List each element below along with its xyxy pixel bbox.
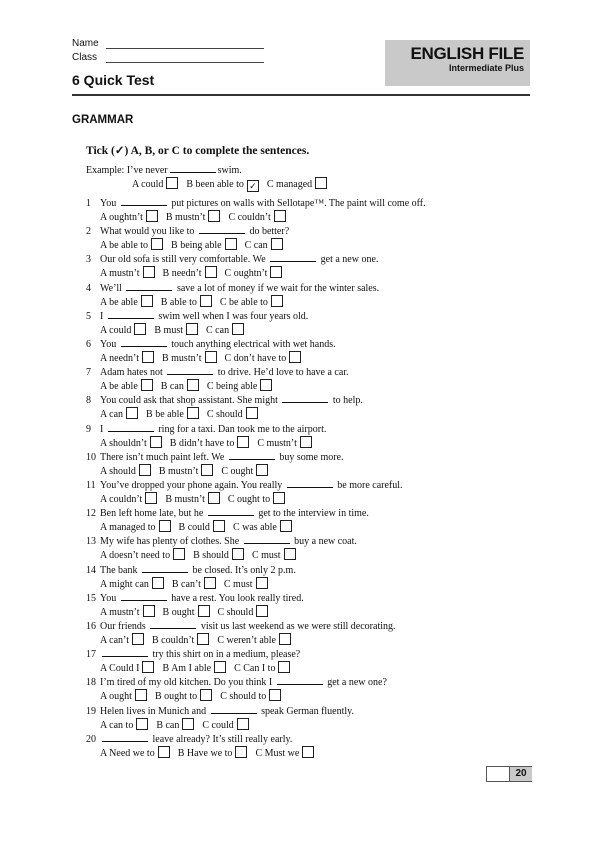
question bbox=[86, 393, 363, 407]
option-checkbox[interactable] bbox=[186, 323, 198, 335]
option-checkbox[interactable] bbox=[197, 633, 209, 645]
question bbox=[86, 365, 349, 379]
question-text: speak German fluently. bbox=[258, 705, 355, 717]
option-label: B needn’t bbox=[162, 268, 202, 280]
question-options bbox=[100, 238, 291, 252]
question-text: to drive. He’d love to have a car. bbox=[215, 367, 349, 379]
question-text: My wife has plenty of clothes. She bbox=[100, 536, 240, 548]
question-options bbox=[100, 210, 294, 224]
option-checkbox[interactable] bbox=[237, 718, 249, 730]
answer-blank bbox=[121, 337, 167, 347]
question-number: 15 bbox=[86, 592, 96, 604]
question bbox=[86, 704, 354, 718]
answer-blank bbox=[108, 422, 154, 432]
option-label: A can bbox=[100, 409, 124, 421]
question-text: visit us last weekend as we were still decorating. bbox=[198, 621, 396, 632]
logo bbox=[385, 40, 530, 86]
option-label: C can bbox=[206, 324, 230, 336]
option-label: B must bbox=[154, 324, 184, 336]
example-options bbox=[132, 177, 335, 192]
name-field[interactable] bbox=[106, 48, 264, 49]
option-label: B mustn’t bbox=[158, 465, 199, 477]
question bbox=[86, 337, 336, 351]
question-options bbox=[100, 718, 257, 732]
option-checkbox[interactable] bbox=[213, 520, 225, 532]
option-label: B Have we to bbox=[177, 747, 233, 759]
question-text: You bbox=[100, 198, 117, 209]
option-checkbox[interactable] bbox=[146, 210, 158, 222]
question-text: Example: I’ve never bbox=[86, 165, 168, 176]
question-options bbox=[100, 633, 299, 647]
option-checkbox[interactable] bbox=[158, 746, 170, 758]
option-label: A doesn’t need to bbox=[100, 550, 171, 562]
option-checkbox[interactable] bbox=[134, 323, 146, 335]
question-number: 18 bbox=[86, 677, 96, 689]
question-options bbox=[100, 577, 276, 591]
option-label: A mustn’t bbox=[100, 606, 140, 618]
question-text: ring for a taxi. Dan took me to the airport. bbox=[155, 423, 327, 435]
option-checkbox[interactable] bbox=[204, 577, 216, 589]
option-checkbox[interactable] bbox=[256, 464, 268, 476]
option-label: C Must we bbox=[255, 747, 300, 759]
option-checkbox[interactable] bbox=[315, 177, 327, 189]
option-checkbox[interactable] bbox=[142, 351, 154, 363]
question-number: 4 bbox=[86, 282, 91, 294]
question-number: 10 bbox=[86, 451, 96, 463]
option-checkbox[interactable] bbox=[159, 520, 171, 532]
option-checkbox[interactable] bbox=[256, 605, 268, 617]
question-text: buy a new coat. bbox=[291, 536, 357, 548]
question-options bbox=[100, 464, 276, 478]
answer-blank bbox=[270, 252, 316, 262]
option-label: B mustn’t bbox=[161, 353, 202, 364]
option-label: A might can bbox=[100, 578, 149, 590]
option-checkbox[interactable] bbox=[235, 746, 247, 758]
answer-blank bbox=[167, 365, 213, 375]
option-checkbox[interactable] bbox=[271, 238, 283, 250]
option-label: C was able bbox=[232, 522, 277, 534]
option-label: A mustn’t bbox=[100, 268, 140, 280]
question bbox=[86, 563, 296, 577]
answer-blank bbox=[287, 478, 333, 488]
question-text: You could ask that shop assistant. She might bbox=[100, 395, 278, 407]
question-options bbox=[100, 548, 304, 562]
option-label: C being able bbox=[206, 381, 258, 393]
question bbox=[86, 675, 387, 689]
question-options bbox=[100, 351, 309, 365]
answer-blank bbox=[244, 534, 290, 544]
logo-sub: Intermediate Plus bbox=[448, 63, 524, 73]
question-text: Our friends bbox=[100, 621, 146, 632]
answer-blank bbox=[199, 224, 245, 234]
question-options bbox=[100, 689, 289, 703]
question bbox=[86, 732, 292, 746]
option-label: A can to bbox=[100, 719, 134, 731]
option-label: C should bbox=[217, 606, 254, 618]
option-checkbox[interactable] bbox=[260, 379, 272, 391]
question-options bbox=[100, 746, 322, 760]
option-checkbox[interactable] bbox=[232, 548, 244, 560]
option-checkbox[interactable] bbox=[200, 689, 212, 701]
question-text: be closed. It’s only 2 p.m. bbox=[190, 564, 296, 576]
option-label: B didn’t have to bbox=[169, 437, 235, 449]
option-checkbox[interactable] bbox=[198, 605, 210, 617]
question-options bbox=[100, 266, 290, 280]
option-checkbox[interactable] bbox=[200, 295, 212, 307]
option-label: C oughtn’t bbox=[224, 268, 268, 280]
question-number: 20 bbox=[86, 733, 96, 745]
option-label: C ought bbox=[221, 465, 254, 477]
option-checkbox[interactable] bbox=[150, 436, 162, 448]
option-checkbox[interactable] bbox=[151, 238, 163, 250]
question-number: 12 bbox=[86, 508, 96, 520]
option-checkbox[interactable] bbox=[201, 464, 213, 476]
option-label: C ought to bbox=[227, 494, 271, 505]
question-text: touch anything electrical with wet hands. bbox=[168, 339, 336, 350]
page-title: 6 Quick Test bbox=[72, 72, 155, 88]
question-options bbox=[100, 520, 300, 534]
option-label: C couldn’t bbox=[228, 212, 271, 223]
name-label: Name bbox=[72, 38, 99, 49]
option-checkbox[interactable] bbox=[142, 661, 154, 673]
option-checkbox[interactable] bbox=[280, 520, 292, 532]
option-checkbox[interactable] bbox=[132, 633, 144, 645]
question-options bbox=[100, 492, 293, 506]
option-checkbox[interactable] bbox=[208, 210, 220, 222]
question bbox=[86, 224, 289, 238]
option-checkbox[interactable] bbox=[173, 548, 185, 560]
question bbox=[86, 309, 308, 323]
option-checkbox[interactable] bbox=[152, 577, 164, 589]
option-label: A should bbox=[100, 465, 136, 477]
question-text: be more careful. bbox=[334, 480, 403, 491]
question-number: 3 bbox=[86, 254, 91, 266]
option-checkbox[interactable] bbox=[187, 407, 199, 419]
answer-blank bbox=[108, 309, 154, 319]
option-checkbox[interactable] bbox=[214, 661, 226, 673]
option-label: A oughtn’t bbox=[100, 212, 143, 223]
question-text: There isn’t much paint left. We bbox=[100, 451, 225, 463]
question-text: I’m tired of my old kitchen. Do you think I bbox=[100, 677, 273, 689]
question-text: leave already? It’s still really early. bbox=[150, 733, 293, 745]
answer-blank bbox=[142, 563, 188, 573]
option-checkbox[interactable] bbox=[269, 689, 281, 701]
option-label: B being able bbox=[171, 240, 222, 252]
answer-blank bbox=[208, 506, 254, 516]
option-label: C should bbox=[206, 409, 243, 421]
question-text: get a new one? bbox=[324, 677, 387, 689]
option-label: C should to bbox=[220, 691, 267, 703]
question-options bbox=[100, 605, 276, 619]
question-text: I bbox=[100, 423, 104, 435]
question-number: 9 bbox=[86, 423, 91, 435]
question-number: 13 bbox=[86, 536, 96, 548]
question-text: to help. bbox=[330, 395, 363, 407]
option-checkbox[interactable] bbox=[187, 379, 199, 391]
answer-blank bbox=[277, 675, 323, 685]
answer-blank bbox=[150, 619, 196, 629]
question-text: You’ve dropped your phone again. You really bbox=[100, 480, 283, 491]
question bbox=[86, 422, 326, 436]
logo-main: ENGLISH FILE bbox=[410, 44, 524, 63]
option-label: A be able to bbox=[100, 240, 149, 252]
question-text: put pictures on walls with Sellotape™. The paint will come off. bbox=[168, 198, 426, 209]
option-checkbox[interactable] bbox=[273, 492, 285, 504]
option-label: C weren’t able bbox=[217, 635, 276, 646]
question-number: 16 bbox=[86, 621, 96, 632]
question-number: 6 bbox=[86, 339, 91, 350]
option-checkbox[interactable] bbox=[274, 210, 286, 222]
option-label: B can’t bbox=[171, 578, 201, 590]
option-label: A could bbox=[100, 324, 132, 336]
answer-blank bbox=[229, 450, 275, 460]
option-checkbox[interactable] bbox=[141, 295, 153, 307]
option-checkbox[interactable] bbox=[278, 661, 290, 673]
option-label: B be able bbox=[146, 409, 184, 421]
option-label: C could bbox=[202, 719, 234, 731]
score-box bbox=[486, 766, 532, 782]
question-text: We’ll bbox=[100, 282, 122, 294]
option-checkbox[interactable] bbox=[246, 407, 258, 419]
option-checkbox[interactable] bbox=[302, 746, 314, 758]
option-label: B can bbox=[156, 719, 180, 731]
option-label: C don’t have to bbox=[224, 353, 287, 364]
question-text: You bbox=[100, 592, 117, 604]
question-text: Helen lives in Munich and bbox=[100, 705, 207, 717]
option-checkbox[interactable] bbox=[300, 436, 312, 448]
question-text: Ben left home late, but he bbox=[100, 508, 204, 520]
question bbox=[86, 619, 396, 633]
option-checkbox[interactable] bbox=[279, 633, 291, 645]
option-checkbox[interactable] bbox=[166, 177, 178, 189]
option-checkbox[interactable] bbox=[284, 548, 296, 560]
question-number: 17 bbox=[86, 649, 96, 661]
option-label: B able to bbox=[160, 296, 197, 308]
question-text: get to the interview in time. bbox=[255, 508, 369, 520]
option-label: C be able to bbox=[219, 296, 268, 308]
option-checkbox[interactable] bbox=[182, 718, 194, 730]
option-checkbox[interactable] bbox=[271, 295, 283, 307]
option-checkbox[interactable] bbox=[136, 718, 148, 730]
option-checkbox[interactable] bbox=[208, 492, 220, 504]
question-text: The bank bbox=[100, 564, 138, 576]
option-label: B ought to bbox=[154, 691, 198, 703]
answer-blank bbox=[102, 647, 148, 657]
question-number: 5 bbox=[86, 310, 91, 322]
question-number: 14 bbox=[86, 564, 96, 576]
option-label: C Can I to bbox=[234, 663, 276, 675]
answer-blank bbox=[282, 393, 328, 403]
option-label: C managed bbox=[266, 179, 313, 190]
option-label: B couldn’t bbox=[151, 635, 195, 646]
option-label: B could bbox=[178, 522, 210, 534]
option-label: A could bbox=[132, 179, 164, 190]
option-checkbox[interactable] bbox=[126, 407, 138, 419]
answer-blank bbox=[211, 704, 257, 714]
question-text: save a lot of money if we wait for the winter sales. bbox=[174, 282, 380, 294]
option-label: A ought bbox=[100, 691, 132, 703]
option-checkbox[interactable] bbox=[145, 492, 157, 504]
option-checkbox[interactable] bbox=[225, 238, 237, 250]
question-options bbox=[100, 323, 252, 337]
question-number: 7 bbox=[86, 367, 91, 379]
question-text: I bbox=[100, 310, 104, 322]
option-label: B should bbox=[193, 550, 229, 562]
question bbox=[86, 647, 300, 661]
question-text: Adam hates not bbox=[100, 367, 163, 379]
class-label: Class bbox=[72, 52, 98, 63]
option-checkbox[interactable] bbox=[289, 351, 301, 363]
question bbox=[86, 534, 357, 548]
option-label: B been able to bbox=[186, 179, 244, 190]
class-field[interactable] bbox=[106, 62, 264, 63]
question bbox=[86, 281, 379, 295]
question-text: What would you like to bbox=[100, 226, 195, 238]
answer-blank bbox=[121, 196, 167, 206]
section-heading: GRAMMAR bbox=[72, 114, 134, 126]
option-label: B ought bbox=[162, 606, 195, 618]
option-label: A be able bbox=[100, 381, 138, 393]
option-checkbox[interactable] bbox=[237, 436, 249, 448]
option-checkbox[interactable] bbox=[270, 266, 282, 278]
option-label: A Need we to bbox=[100, 747, 155, 759]
option-label: C must bbox=[251, 550, 281, 562]
question-number: 19 bbox=[86, 705, 96, 717]
option-label: A couldn’t bbox=[100, 494, 143, 505]
question-number: 1 bbox=[86, 198, 91, 209]
question bbox=[86, 196, 426, 210]
option-label: A needn’t bbox=[100, 353, 139, 364]
question bbox=[86, 478, 403, 492]
question-options bbox=[100, 436, 320, 450]
question-options bbox=[100, 407, 266, 421]
question-text: do better? bbox=[246, 226, 290, 238]
option-checkbox[interactable] bbox=[205, 266, 217, 278]
question-text: You bbox=[100, 339, 117, 350]
answer-blank bbox=[102, 732, 148, 742]
question-options bbox=[100, 379, 280, 393]
question-number: 2 bbox=[86, 226, 91, 238]
option-checkbox[interactable] bbox=[256, 577, 268, 589]
option-checkbox[interactable] bbox=[135, 689, 147, 701]
answer-blank bbox=[170, 163, 216, 173]
option-checkbox[interactable] bbox=[143, 605, 155, 617]
option-label: B Am I able bbox=[162, 663, 212, 675]
question-text: have a rest. You look really tired. bbox=[168, 592, 304, 604]
option-label: A Could I bbox=[100, 663, 140, 675]
option-label: C mustn’t bbox=[257, 437, 297, 449]
option-label: A managed to bbox=[100, 522, 156, 534]
option-checkbox[interactable] bbox=[139, 464, 151, 476]
option-label: A can’t bbox=[100, 635, 129, 646]
score-total: 20 bbox=[509, 767, 532, 781]
option-checkbox[interactable] bbox=[141, 379, 153, 391]
question-text: swim. bbox=[217, 165, 242, 176]
answer-blank bbox=[126, 281, 172, 291]
example-question bbox=[86, 163, 242, 177]
question bbox=[86, 252, 378, 266]
question bbox=[86, 506, 369, 520]
question-text: buy some more. bbox=[276, 451, 344, 463]
score-input[interactable] bbox=[487, 767, 509, 781]
question-options bbox=[100, 661, 298, 675]
option-label: C can bbox=[244, 240, 268, 252]
question-number: 11 bbox=[86, 480, 96, 491]
question-options bbox=[100, 295, 291, 309]
question-number: 8 bbox=[86, 395, 91, 407]
instruction: Tick (✓) A, B, or C to complete the sentences. bbox=[86, 145, 310, 157]
option-label: A shouldn’t bbox=[100, 437, 147, 449]
divider bbox=[72, 94, 530, 96]
question-text: swim well when I was four years old. bbox=[155, 310, 309, 322]
answer-blank bbox=[121, 591, 167, 601]
option-label: A be able bbox=[100, 296, 138, 308]
option-checkbox[interactable]: ✓ bbox=[247, 180, 259, 192]
question bbox=[86, 591, 304, 605]
option-label: B mustn’t bbox=[165, 494, 205, 505]
option-checkbox[interactable] bbox=[232, 323, 244, 335]
option-checkbox[interactable] bbox=[143, 266, 155, 278]
option-label: B can bbox=[160, 381, 184, 393]
option-checkbox[interactable] bbox=[205, 351, 217, 363]
question bbox=[86, 450, 344, 464]
option-label: B mustn’t bbox=[165, 212, 206, 223]
question-text: get a new one. bbox=[318, 254, 379, 266]
option-label: C must bbox=[223, 578, 253, 590]
question-text: try this shirt on in a medium, please? bbox=[150, 649, 301, 661]
question-text: Our old sofa is still very comfortable. We bbox=[100, 254, 266, 266]
